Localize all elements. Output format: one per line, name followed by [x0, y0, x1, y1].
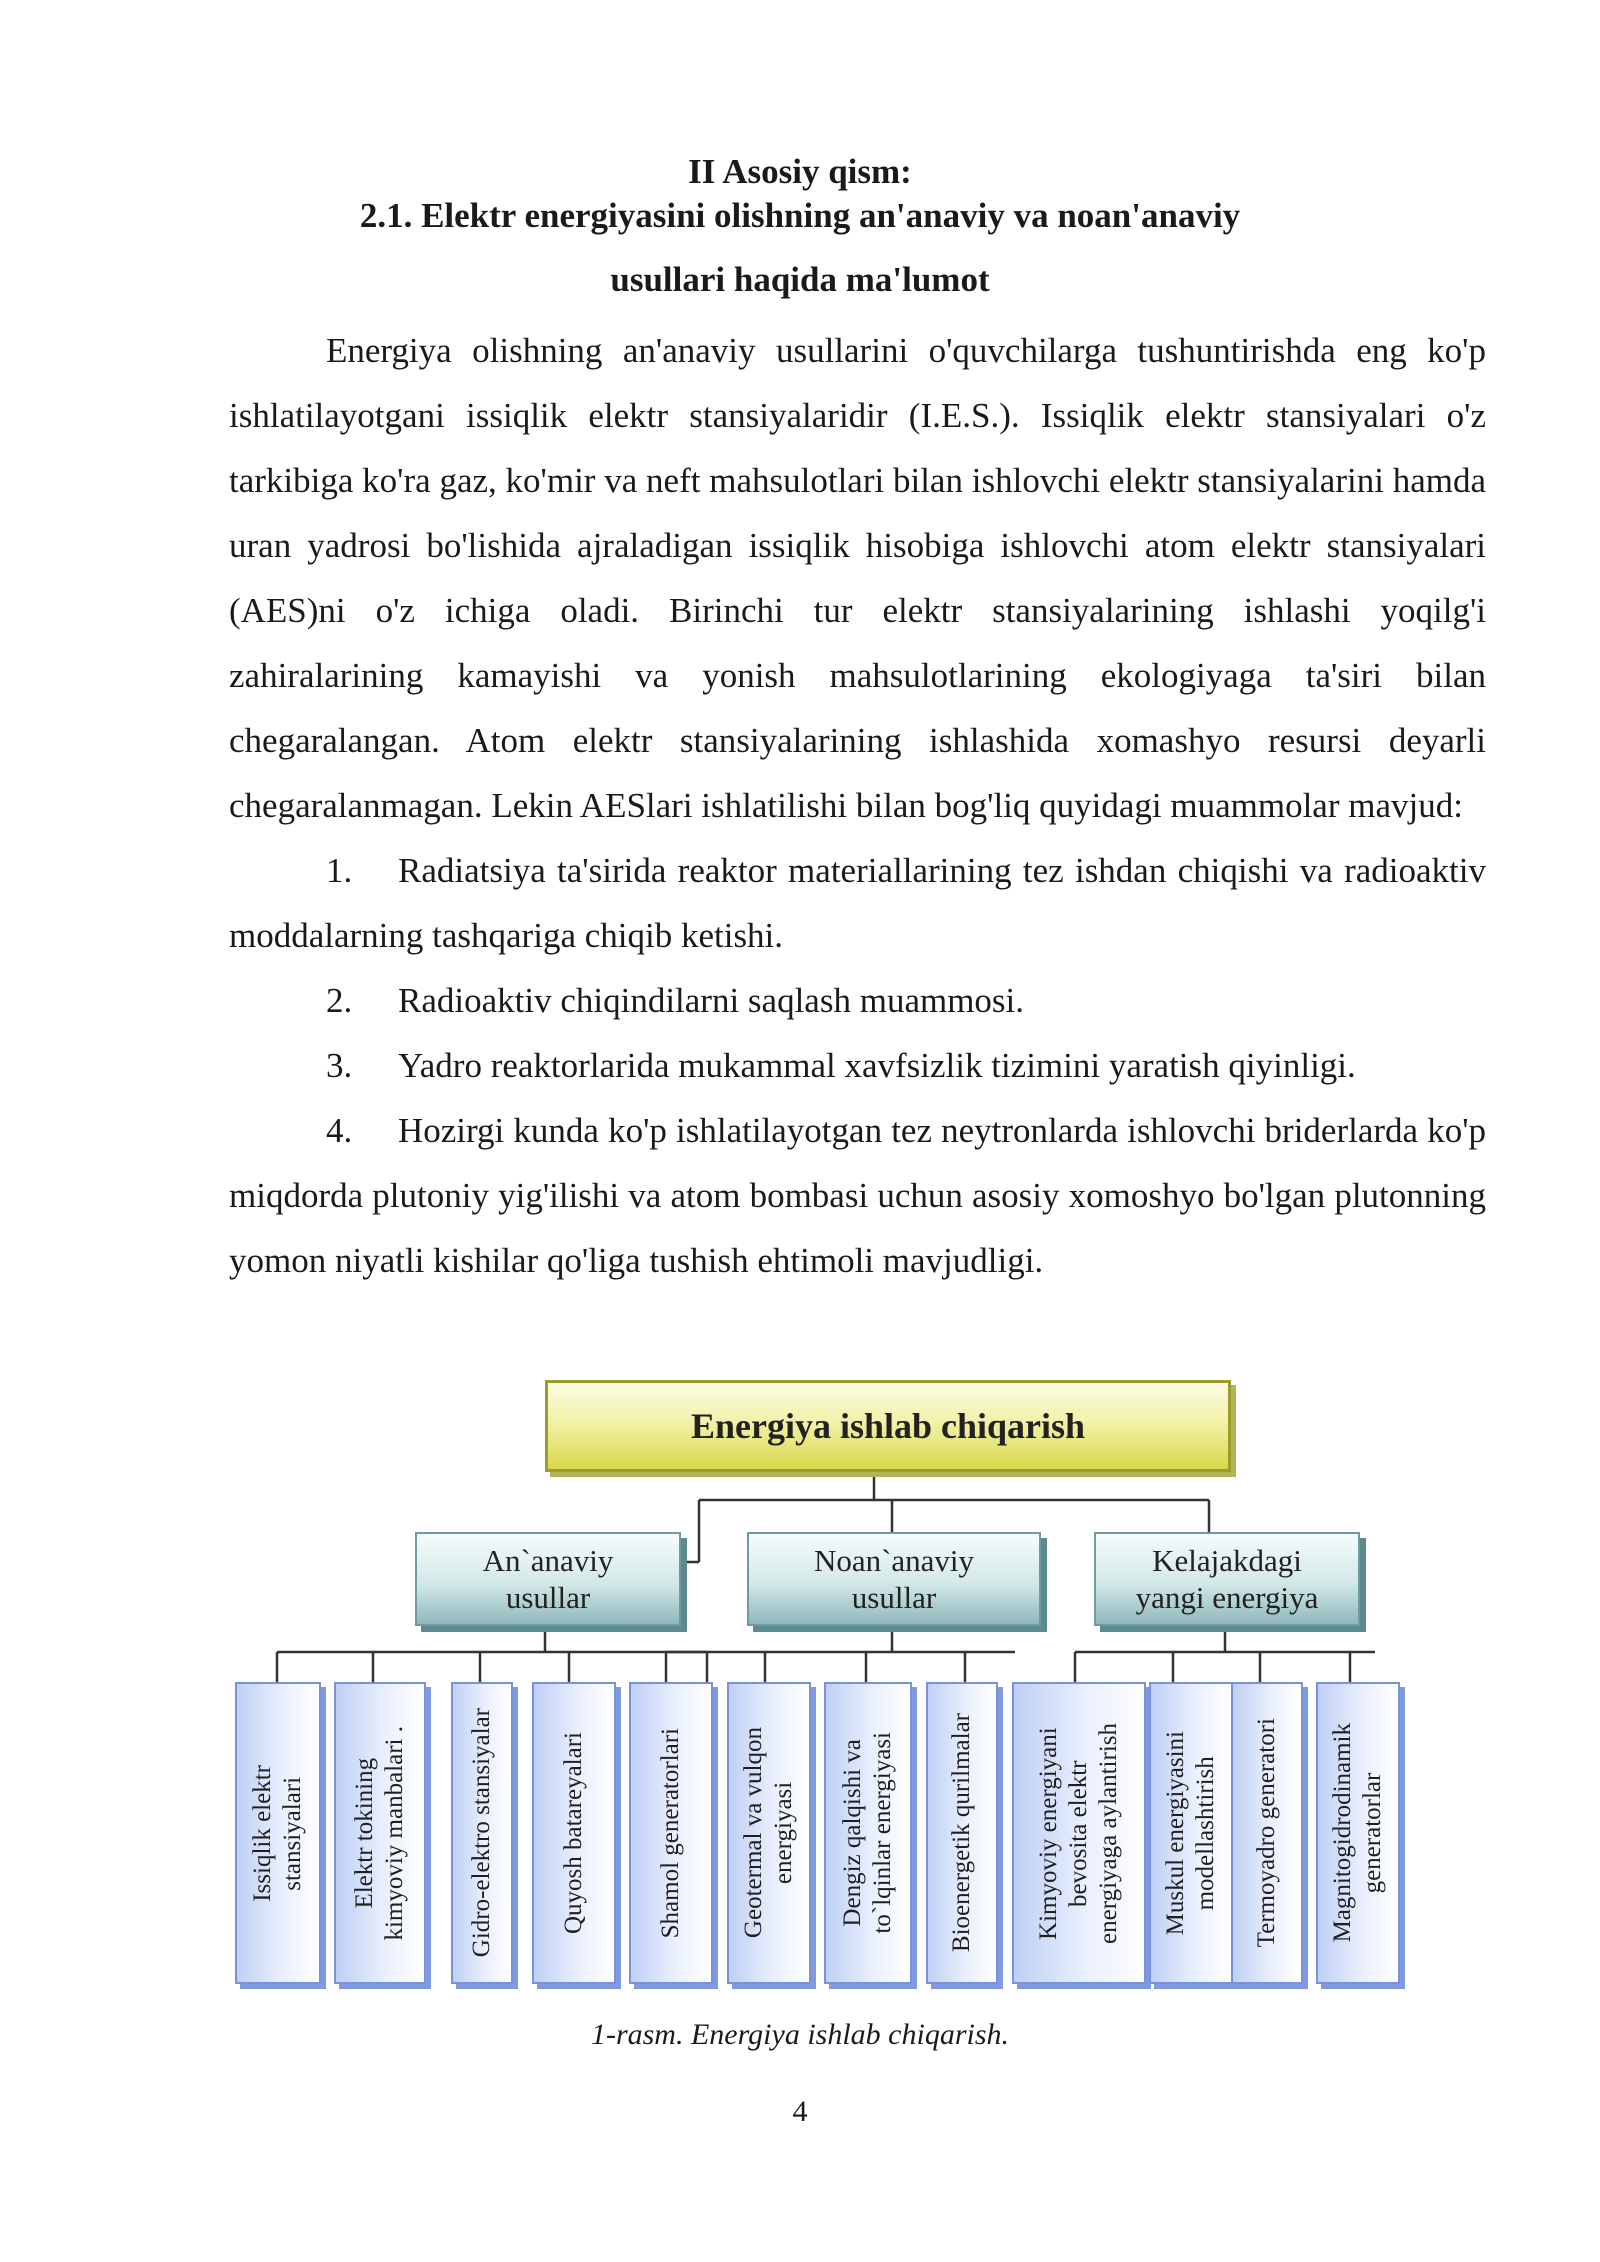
leaf-label: Dengiz qalqishi va to`lqinlar energiyasi	[839, 1732, 896, 1934]
leaf-label: Shamol generatorlari	[657, 1727, 684, 1939]
list-number: 1.	[326, 851, 353, 890]
leaf-mhd-generators	[1316, 1682, 1400, 1984]
diagram-root-node: Energiya ishlab chiqarish	[545, 1380, 1231, 1472]
leaf-muscle-energy	[1149, 1682, 1233, 1984]
leaf-label: Quyosh batareyalari	[560, 1731, 587, 1934]
list-number: 4.	[326, 1111, 353, 1150]
leaf-thermonuclear	[1231, 1682, 1303, 1984]
list-text: Yadro reaktorlarida mukammal xavfsizlik tizimini yaratish qiyinligi.	[398, 1046, 1356, 1085]
leaf-chemical-sources	[334, 1682, 426, 1984]
leaf-chemical-direct-conversion	[1012, 1682, 1146, 1984]
leaf-label: Muskul energiyasini modellashtirish	[1162, 1730, 1219, 1936]
page-number: 4	[792, 2095, 808, 2128]
leaf-geothermal	[727, 1682, 811, 1984]
leaf-hydro-power	[451, 1682, 513, 1984]
leaf-label: Geotermal va vulqon energiyasi	[740, 1727, 797, 1939]
list-item-3	[229, 1033, 1486, 1098]
intro-paragraph: Energiya olishning an'anaviy usullarini o'quvchilarga tushuntirishda eng ko'p ishlatilayotgani issiqlik elektr stansiyalaridir (I.E.S.). Issiqlik elektr stansiyalari o'z tarkibiga ko'ra gaz, ko'mir va neft mahsulotlari bilan ishlovchi elektr stansiyalarini hamda uran yadrosi bo'lishida ajraladigan issiqlik hisobiga ishlovchi atom elektr stansiyalari (AES)ni o'z ichiga oladi. Birinchi tur elektr stansiyalarining ishlashi yoqilg'i zahiralarining kamayishi va yonish mahsulotlarining ekologiyaga ta'siri bilan chegaralangan. Atom elektr stansiyalarining ishlashida xomashyo resursi deyarli chegaralanmagan. Lekin AESlari ishlatilishi bilan bog'liq quyidagi muammolar mavjud:	[229, 331, 1486, 825]
leaf-solar-batteries	[532, 1682, 616, 1984]
list-number: 3.	[326, 1046, 353, 1085]
category-traditional: An`anaviy usullar	[415, 1532, 681, 1626]
leaf-label: Issiqlik elektr stansiyalari	[249, 1764, 306, 1902]
body-text	[229, 318, 1486, 1293]
leaf-tidal-wave	[824, 1682, 912, 1984]
section-heading: II Asosiy qism:	[688, 152, 912, 191]
list-item-2	[229, 968, 1486, 1033]
leaf-thermal-power	[235, 1682, 321, 1984]
leaf-label: Elektr tokining kimyoviy manbalari .	[351, 1725, 408, 1941]
list-item-4	[229, 1098, 1486, 1293]
list-text: Hozirgi kunda ko'p ishlatilayotgan tez neytronlarda ishlovchi briderlarda ko'p miqdorda plutoniy yig'ilishi va atom bombasi uchun asosiy xomoshyo bo'lgan plutonning yomon niyatli kishilar qo'liga tushish ehtimoli mavjudligi.	[229, 1111, 1486, 1280]
category-non-traditional: Noan`anaviy usullar	[747, 1532, 1041, 1626]
figure-caption: 1-rasm. Energiya ishlab chiqarish.	[590, 2018, 1010, 2051]
leaf-label: Gidro-elektro stansiyalar	[468, 1708, 495, 1958]
list-text: Radiatsiya ta'sirida reaktor materiallarining tez ishdan chiqishi va radioaktiv moddalarning tashqariga chiqib ketishi.	[229, 851, 1486, 955]
category-future-energy: Kelajakdagi yangi energiya	[1094, 1532, 1360, 1626]
list-item-1	[229, 838, 1486, 968]
energy-production-diagram	[229, 1370, 1429, 1990]
subsection-title-line-2: usullari haqida ma'lumot	[610, 260, 990, 299]
leaf-label: Magnitogidrodinamik generatorlar	[1329, 1723, 1386, 1943]
list-text: Radioaktiv chiqindilarni saqlash muammosi.	[398, 981, 1025, 1020]
leaf-wind-generators	[629, 1682, 713, 1984]
leaf-bioenergy	[926, 1682, 998, 1984]
subsection-title-line-1: 2.1. Elektr energiyasini olishning an'anaviy va noan'anaviy	[359, 196, 1241, 235]
leaf-label: Kimyoviy energiyani bevosita elektr energiyaga aylantirish	[1035, 1722, 1122, 1944]
leaf-label: Bioenergetik qurilmalar	[948, 1713, 975, 1953]
leaf-label: Termoyadro generatori	[1253, 1718, 1280, 1948]
list-number: 2.	[326, 981, 353, 1020]
